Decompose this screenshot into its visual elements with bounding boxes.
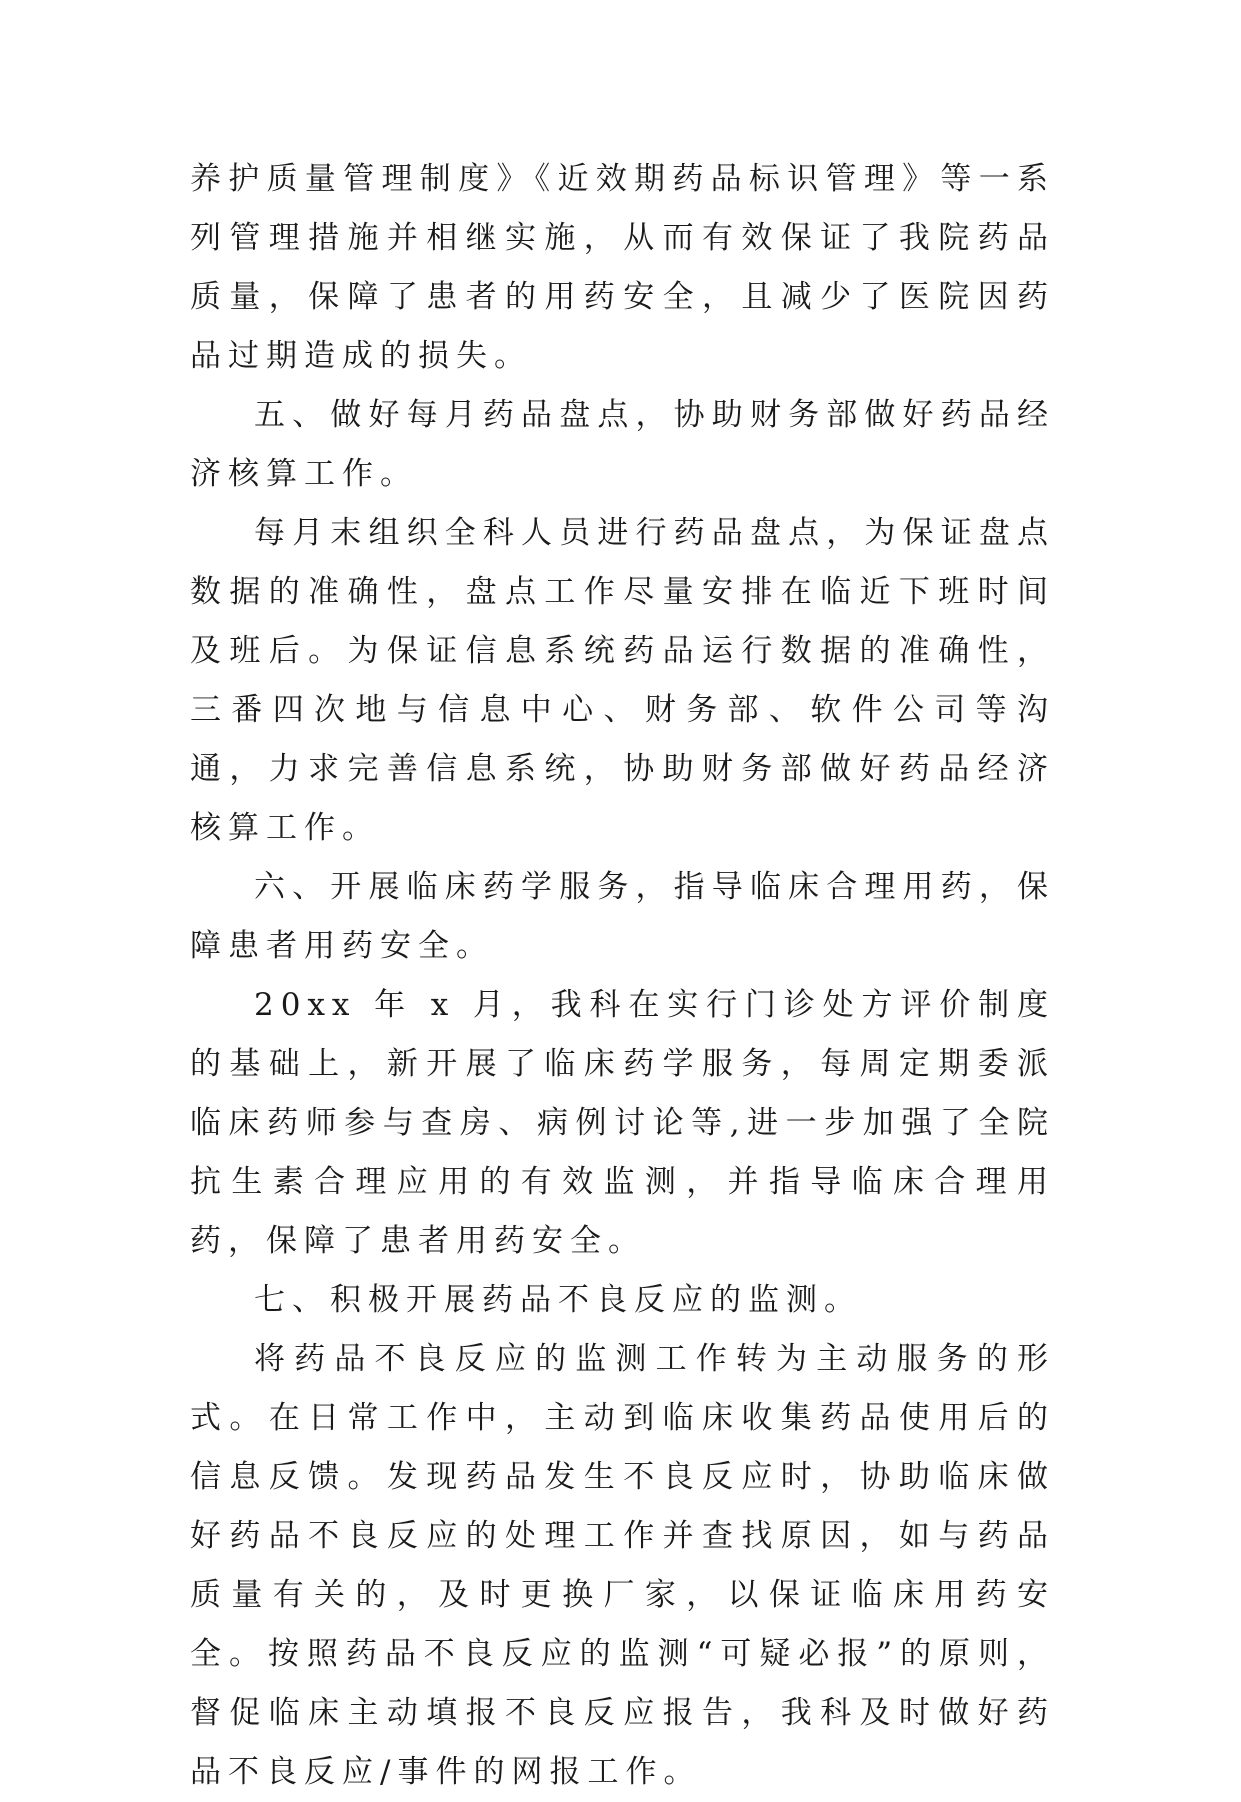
paragraph-clinical-pharmacy: 20xx 年 x 月，我科在实行门诊处方评价制度的基础上，新开展了临床药学服务，每周定期委派临床药师参与查房、病例讨论等,进一步加强了全院抗生素合理应用的有效监测，并指导临床合理用药，保障了患者用药安全。 (190, 987, 1055, 1259)
paragraph-adverse-reaction: 将药品不良反应的监测工作转为主动服务的形式。在日常工作中，主动到临床收集药品使用后的信息反馈。发现药品发生不良反应时，协助临床做好药品不良反应的处理工作并查找原因，如与药品质量有关的，及时更换厂家，以保证临床用药安全。按照药品不良反应的监测“可疑必报”的原则，督促临床主动填报不良反应报告，我科及时做好药品不良反应/事件的网报工作。 (190, 1341, 1055, 1790)
paragraph-continuation: 养护质量管理制度》《近效期药品标识管理》等一系列管理措施并相继实施，从而有效保证了我院药品质量，保障了患者的用药安全，且减少了医院因药品过期造成的损失。 (190, 161, 1055, 374)
section-heading-seven: 七、积极开展药品不良反应的监测。 (254, 1282, 862, 1318)
paragraph-inventory: 每月末组织全科人员进行药品盘点，为保证盘点数据的准确性，盘点工作尽量安排在临近下班时间及班后。为保证信息系统药品运行数据的准确性，三番四次地与信息中心、财务部、软件公司等沟通，力求完善信息系统，协助财务部做好药品经济核算工作。 (190, 515, 1055, 846)
section-heading-six: 六、开展临床药学服务，指导临床合理用药，保障患者用药安全。 (190, 869, 1055, 964)
section-heading-five: 五、做好每月药品盘点，协助财务部做好药品经济核算工作。 (190, 397, 1055, 492)
document-page (190, 150, 1055, 1802)
